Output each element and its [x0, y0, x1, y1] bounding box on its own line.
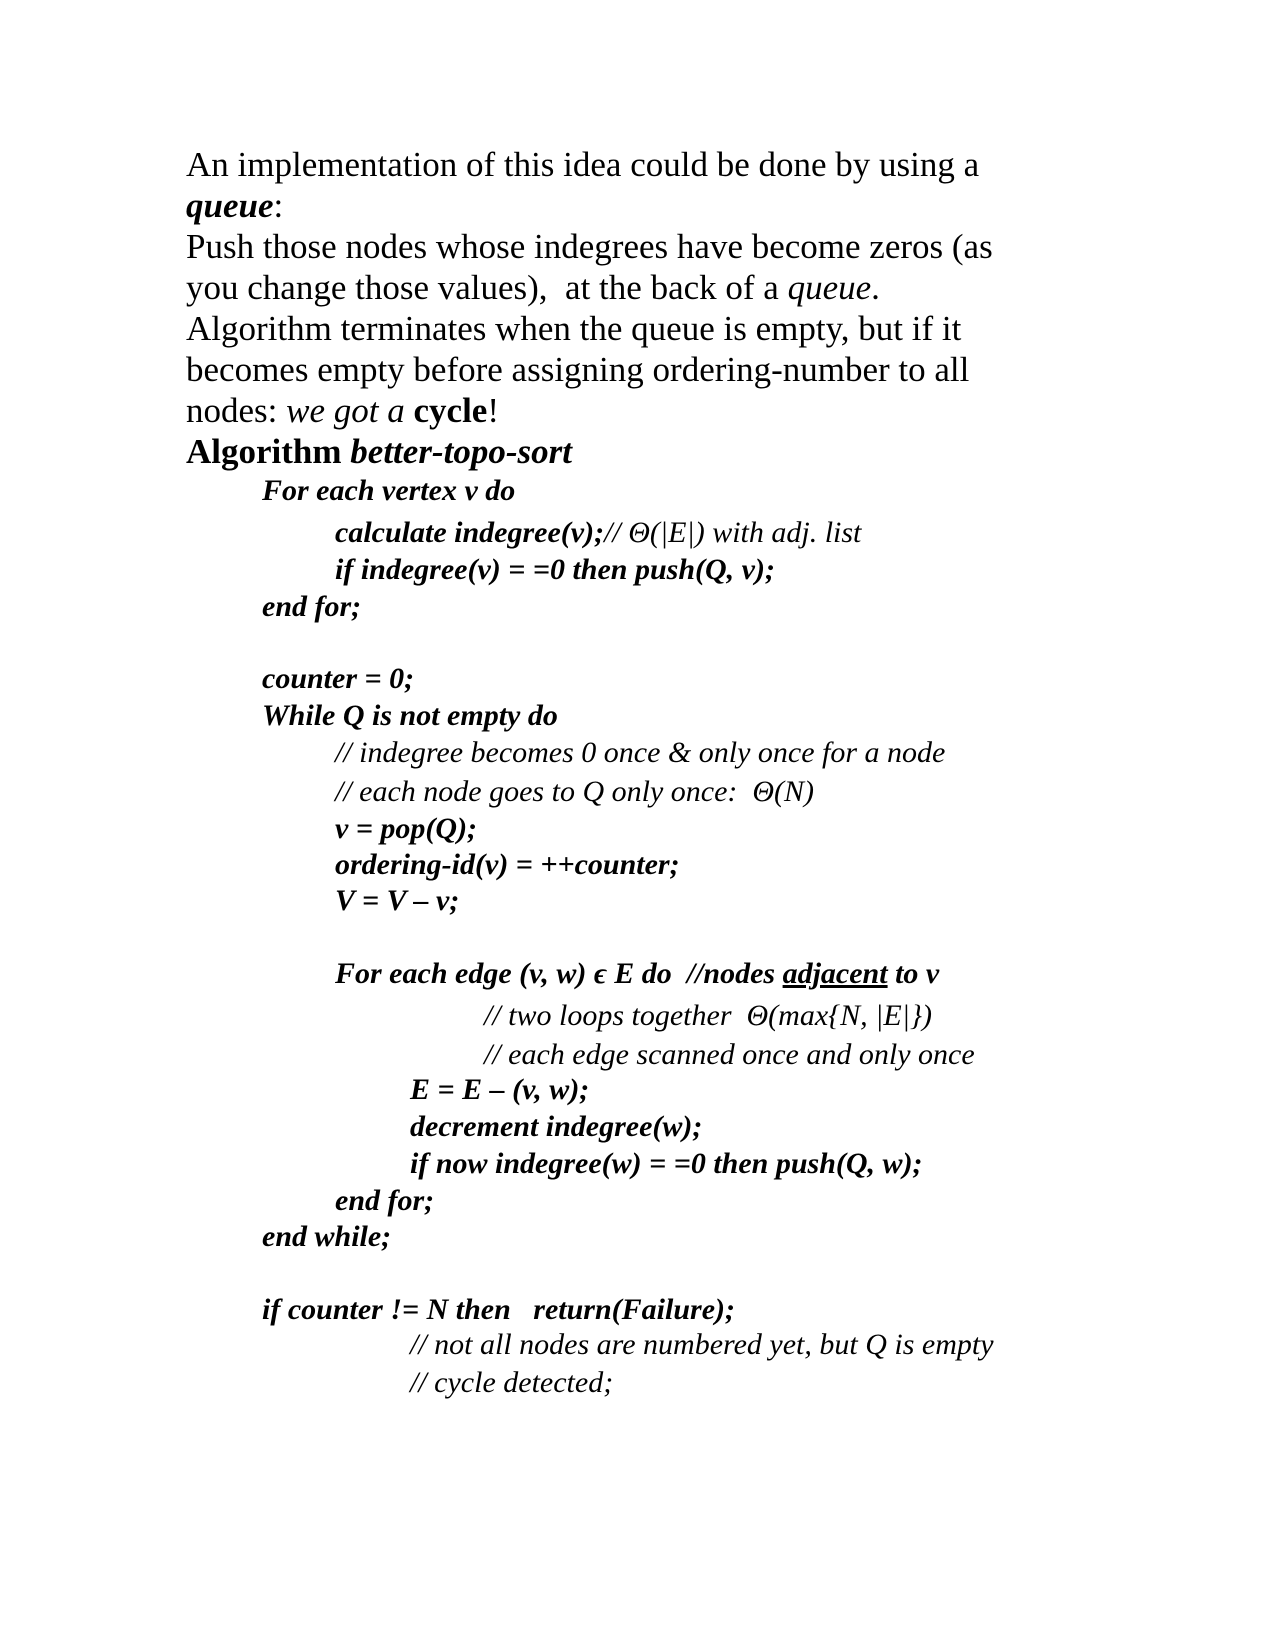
intro-text: nodes: [186, 391, 287, 430]
code-pop: v = pop(Q); [335, 812, 478, 845]
code-while: While Q is not empty do [262, 699, 558, 732]
code-text: For each edge (v, w) ϵ E do //nodes [335, 957, 783, 990]
intro-line-3 [186, 229, 993, 264]
code-comment-once: // indegree becomes 0 once & only once for a node [335, 736, 946, 769]
code-if-now: if now indegree(w) = =0 then push(Q, w); [410, 1147, 923, 1180]
adjacent-term: adjacent [782, 957, 888, 990]
code-v-minus: V = V – v; [335, 884, 460, 917]
code-comment-not-all: // not all nodes are numbered yet, but Q is empty [410, 1328, 994, 1361]
intro-text: An implementation of this idea could be done by using a [186, 145, 980, 184]
code-if-counter: if counter != N then return(Failure); [262, 1293, 735, 1326]
intro-line-2 [186, 188, 283, 223]
intro-text: Algorithm terminates when the queue is empty, but if it [186, 309, 962, 348]
intro-line-1 [186, 147, 979, 182]
code-calc-indegree [335, 518, 861, 548]
code-end-for-inner: end for; [335, 1184, 435, 1217]
intro-line-6 [186, 352, 969, 387]
punct: ! [487, 391, 499, 430]
code-end-for: end for; [262, 590, 362, 623]
cycle-term: cycle [413, 391, 488, 430]
punct: . [871, 268, 880, 307]
queue-term: queue [186, 186, 274, 225]
queue-term-italic: queue [787, 268, 872, 307]
algorithm-heading [186, 434, 572, 469]
punct: : [273, 186, 284, 225]
code-counter-init: counter = 0; [262, 662, 415, 695]
code-ordering: ordering-id(v) = ++counter; [335, 848, 680, 881]
algorithm-name: better-topo-sort [350, 432, 572, 471]
code-for-each-vertex: For each vertex v do [262, 474, 516, 507]
code-for-each-edge [335, 959, 939, 989]
code-text: calculate indegree(v); [335, 516, 605, 549]
intro-text: becomes empty before assigning ordering-number to all [186, 350, 970, 389]
code-text: to v [887, 957, 940, 990]
code-decrement: decrement indegree(w); [410, 1110, 703, 1143]
code-if-push: if indegree(v) = =0 then push(Q, v); [335, 553, 775, 586]
code-comment-cycle: // cycle detected; [410, 1366, 614, 1399]
code-e-minus: E = E – (v, w); [410, 1073, 590, 1106]
intro-text: Push those nodes whose indegrees have become zeros (as [186, 227, 993, 266]
code-end-while: end while; [262, 1220, 392, 1253]
cycle-phrase: we got a [286, 391, 414, 430]
code-comment: // Θ(|E|) with adj. list [604, 516, 862, 549]
intro-line-4 [186, 270, 880, 305]
code-comment-queue: // each node goes to Q only once: Θ(N) [335, 775, 815, 808]
code-comment-two-loops: // two loops together Θ(max{N, |E|}) [484, 999, 932, 1032]
code-comment-edge-once: // each edge scanned once and only once [484, 1038, 975, 1071]
intro-text: you change those values), at the back of a [186, 268, 788, 307]
algorithm-label: Algorithm [186, 432, 351, 471]
intro-line-5 [186, 311, 961, 346]
intro-line-7 [186, 393, 499, 428]
